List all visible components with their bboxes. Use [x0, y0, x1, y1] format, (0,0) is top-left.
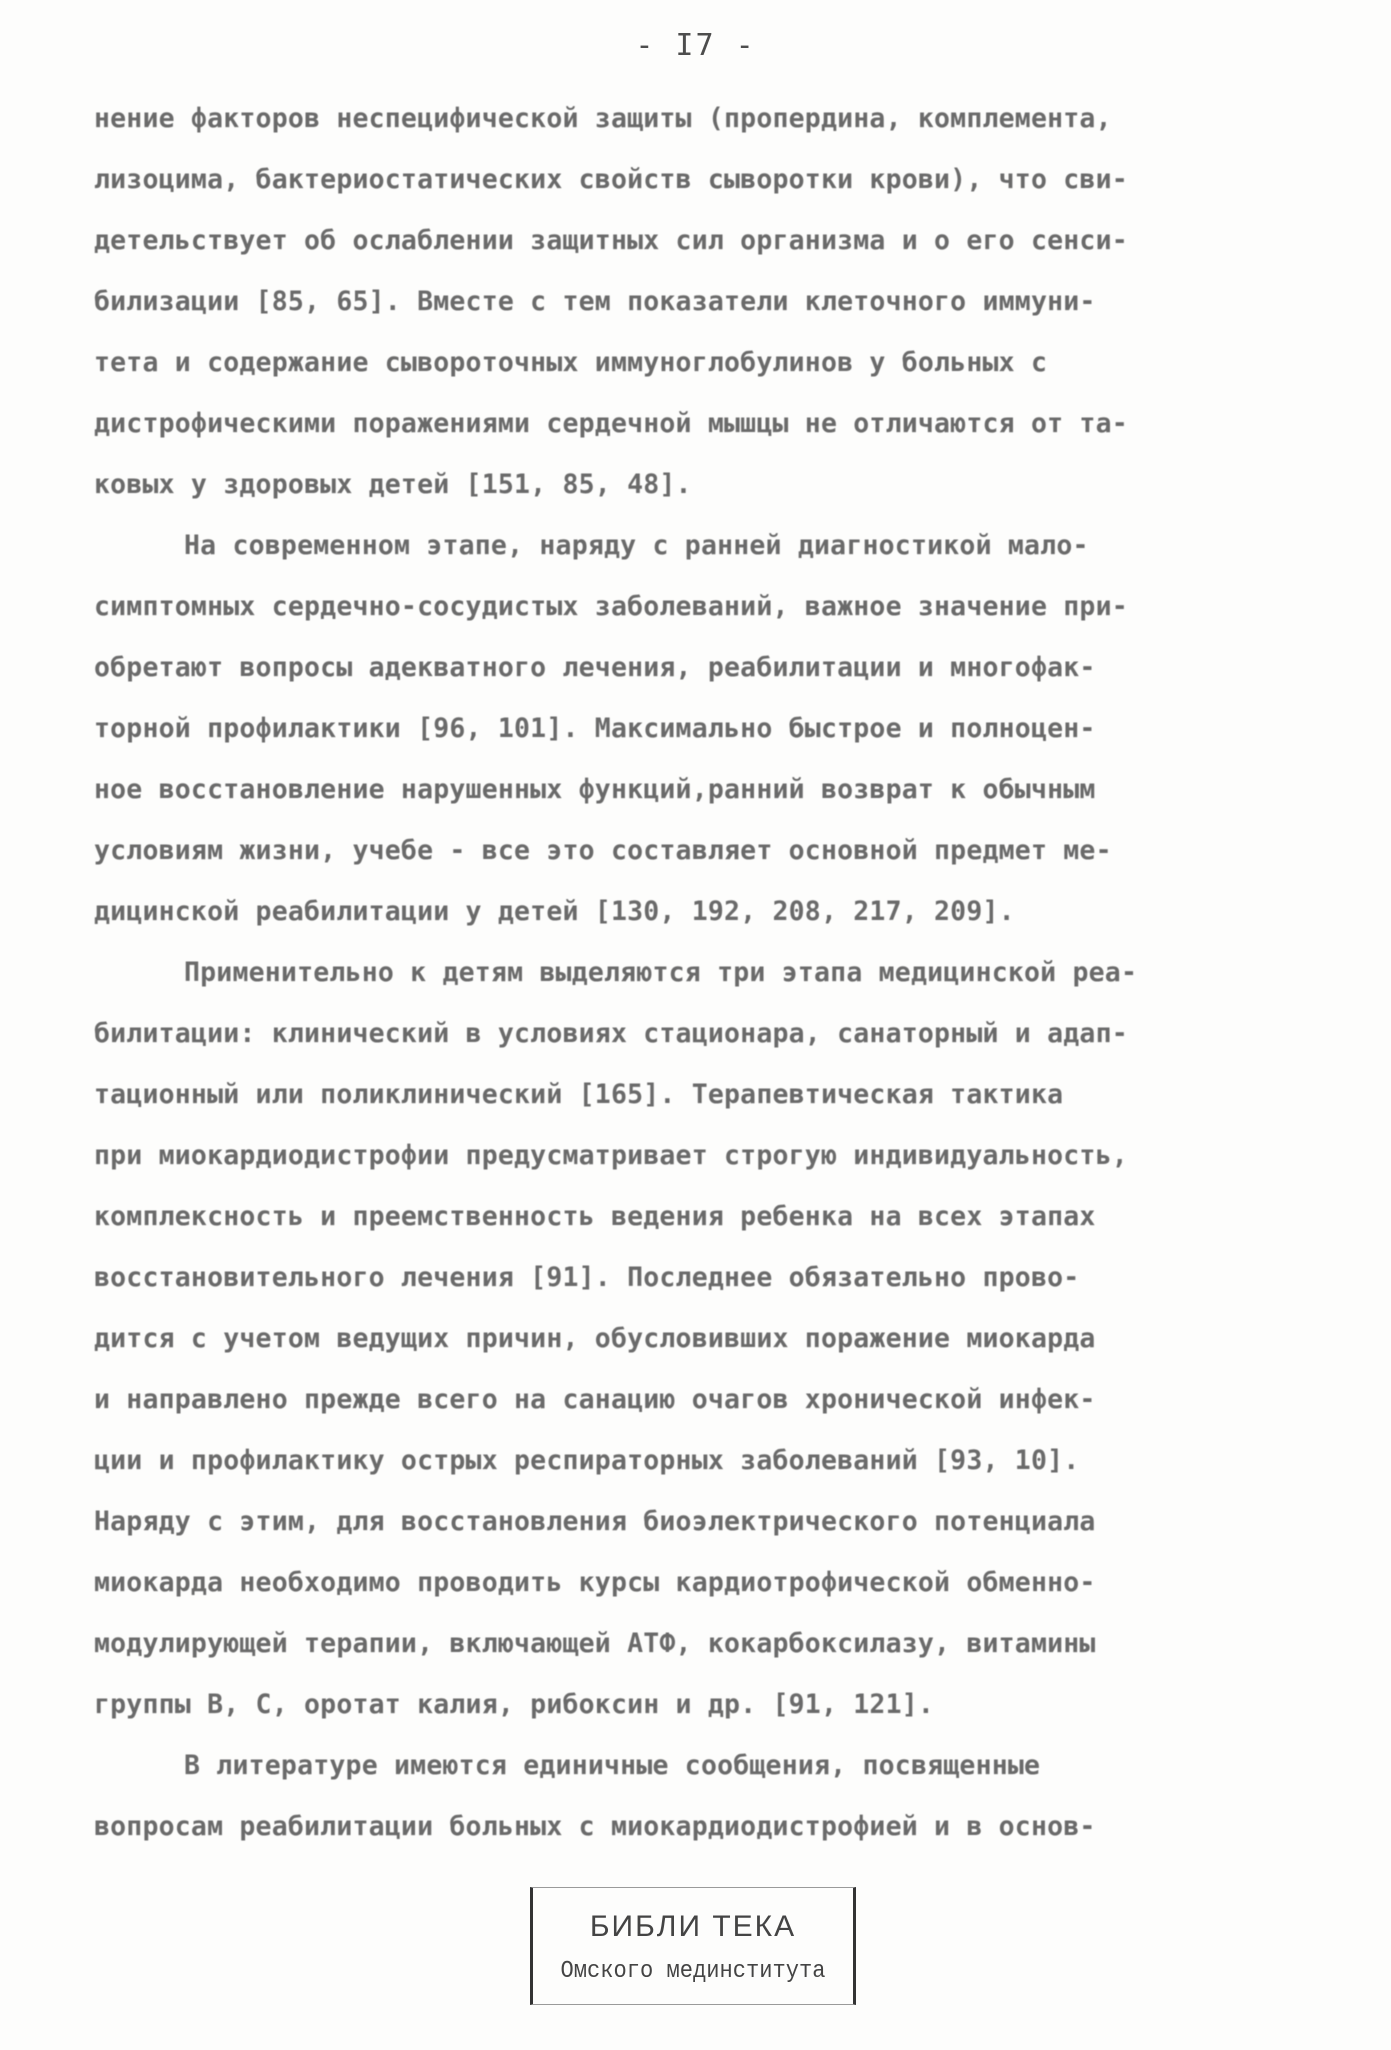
text-line: тета и содержание сывороточных иммуноглобулинов у больных с — [94, 347, 1048, 378]
text-line: комплексность и преемственность ведения ребенка на всех этапах — [94, 1201, 1096, 1232]
stamp-subtitle: Омского мединститута — [560, 1958, 826, 1985]
text-line: дицинской реабилитации у детей [130, 192, 208, 217, 209]. — [94, 896, 1015, 927]
text-line: группы В, С, оротат калия, рибоксин и др. [91, 121]. — [94, 1689, 935, 1720]
text-line: ковых у здоровых детей [151, 85, 48]. — [94, 469, 692, 500]
text-line: симптомных сердечно-сосудистых заболеваний, важное значение при- — [94, 591, 1128, 622]
paragraph-start-line: На современном этапе, наряду с ранней диагностикой мало- — [184, 530, 1089, 561]
body-text — [94, 88, 1309, 1857]
text-line: торной профилактики [96, 101]. Максимально быстрое и полноцен- — [94, 713, 1096, 744]
text-line: миокарда необходимо проводить курсы кардиотрофической обменно- — [94, 1567, 1096, 1598]
text-line: нение факторов неспецифической защиты (пропердина, комплемента, — [94, 103, 1112, 134]
text-line: обретают вопросы адекватного лечения, реабилитации и многофак- — [94, 652, 1096, 683]
paragraph-start-line: В литературе имеются единичные сообщения, посвященные — [184, 1750, 1041, 1781]
paragraph-start-line: Применительно к детям выделяются три этапа медицинской реа- — [184, 957, 1138, 988]
text-line: лизоцима, бактериостатических свойств сыворотки крови), что сви- — [94, 164, 1128, 195]
text-line: вопросам реабилитации больных с миокардиодистрофией и в основ- — [94, 1811, 1096, 1842]
stamp-title: БИБЛИ ТЕКА — [589, 1910, 797, 1943]
text-line: при миокардиодистрофии предусматривает строгую индивидуальность, — [94, 1140, 1128, 1171]
text-line: билитации: клинический в условиях стационара, санаторный и адап- — [94, 1018, 1128, 1049]
text-line: билизации [85, 65]. Вместе с тем показатели клеточного иммуни- — [94, 286, 1096, 317]
text-line: детельствует об ослаблении защитных сил организма и о его сенси- — [94, 225, 1128, 256]
text-line: модулирующей терапии, включающей АТФ, кокарбоксилазу, витамины — [94, 1628, 1096, 1659]
text-line: дистрофическими поражениями сердечной мышцы не отличаются от та- — [94, 408, 1128, 439]
text-line: тационный или поликлинический [165]. Терапевтическая тактика — [94, 1079, 1064, 1110]
text-line: восстановительного лечения [91]. Последнее обязательно прово- — [94, 1262, 1080, 1293]
text-line: условиям жизни, учебе - все это составляет основной предмет ме- — [94, 835, 1112, 866]
text-line: ции и профилактику острых респираторных заболеваний [93, 10]. — [94, 1445, 1080, 1476]
text-line: дится с учетом ведущих причин, обусловивших поражение миокарда — [94, 1323, 1096, 1354]
page-number: - I7 - — [635, 28, 756, 63]
text-line: Наряду с этим, для восстановления биоэлектрического потенциала — [94, 1506, 1096, 1537]
library-stamp — [530, 1887, 856, 2005]
text-line: и направлено прежде всего на санацию очагов хронической инфек- — [94, 1384, 1096, 1415]
text-line: ное восстановление нарушенных функций,ранний возврат к обычным — [94, 774, 1096, 805]
